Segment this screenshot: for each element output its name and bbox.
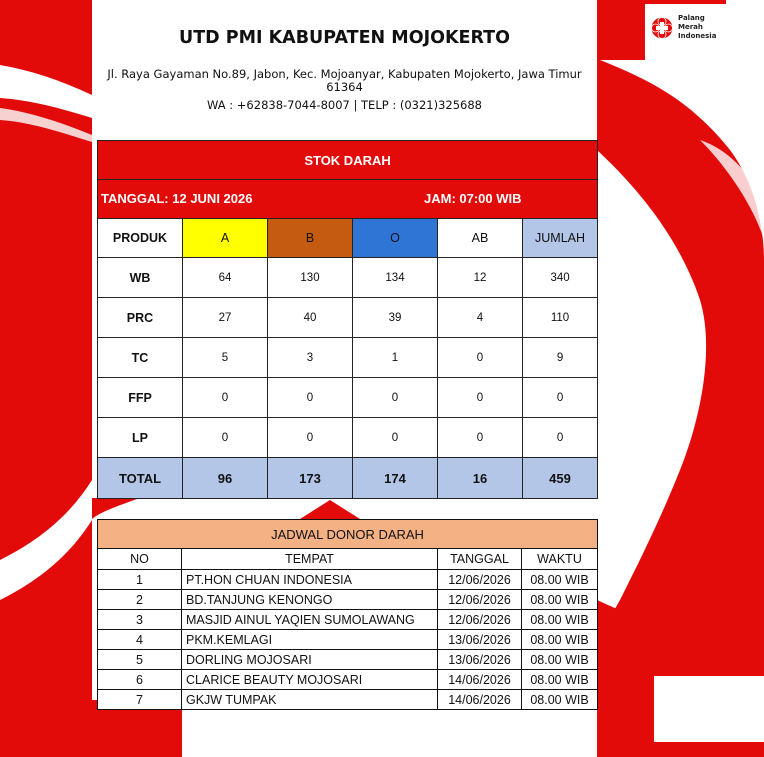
stock-date: TANGGAL: 12 JUNI 2026	[101, 191, 253, 206]
schedule-title: JADWAL DONOR DARAH	[98, 520, 598, 549]
stock-jumlah: 9	[523, 338, 598, 378]
total-ab: 16	[438, 458, 523, 499]
stock-jumlah: 0	[523, 378, 598, 418]
row-no: 6	[98, 670, 182, 690]
stock-o: 0	[353, 378, 438, 418]
logo-line: Merah	[678, 23, 703, 31]
table-row	[98, 338, 598, 378]
row-waktu: 08.00 WIB	[522, 670, 598, 690]
product-name: FFP	[98, 378, 183, 418]
total-o: 174	[353, 458, 438, 499]
stock-time: JAM: 07:00 WIB	[424, 191, 522, 206]
table-row	[98, 670, 598, 690]
row-tanggal: 12/06/2026	[438, 570, 522, 590]
stock-a: 64	[183, 258, 268, 298]
table-row	[98, 690, 598, 710]
row-no: 4	[98, 630, 182, 650]
product-name: LP	[98, 418, 183, 458]
row-tempat: DORLING MOJOSARI	[182, 650, 438, 670]
row-tempat: PKM.KEMLAGI	[182, 630, 438, 650]
table-row	[98, 258, 598, 298]
logo-line: Palang	[678, 14, 705, 22]
row-tempat: MASJID AINUL YAQIEN SUMOLAWANG	[182, 610, 438, 630]
logo-text	[678, 14, 716, 41]
row-waktu: 08.00 WIB	[522, 650, 598, 670]
table-row	[98, 610, 598, 630]
stock-ab: 4	[438, 298, 523, 338]
header-tempat: TEMPAT	[182, 549, 438, 570]
stock-ab: 0	[438, 378, 523, 418]
row-no: 1	[98, 570, 182, 590]
table-row	[98, 298, 598, 338]
header-no: NO	[98, 549, 182, 570]
stock-a: 0	[183, 378, 268, 418]
product-name: PRC	[98, 298, 183, 338]
header-a: A	[183, 219, 268, 258]
page-title: UTD PMI KABUPATEN MOJOKERTO	[179, 28, 510, 48]
row-no: 7	[98, 690, 182, 710]
stock-o: 134	[353, 258, 438, 298]
row-tanggal: 12/06/2026	[438, 610, 522, 630]
total-label: TOTAL	[98, 458, 183, 499]
row-tanggal: 13/06/2026	[438, 650, 522, 670]
stock-b: 130	[268, 258, 353, 298]
total-jumlah: 459	[523, 458, 598, 499]
row-waktu: 08.00 WIB	[522, 690, 598, 710]
header-tanggal: TANGGAL	[438, 549, 522, 570]
row-no: 5	[98, 650, 182, 670]
stock-a: 27	[183, 298, 268, 338]
table-row	[98, 630, 598, 650]
stock-title: STOK DARAH	[98, 141, 598, 180]
stock-a: 5	[183, 338, 268, 378]
donor-schedule-table	[97, 519, 598, 710]
row-tanggal: 13/06/2026	[438, 630, 522, 650]
stock-b: 0	[268, 378, 353, 418]
stock-jumlah: 110	[523, 298, 598, 338]
total-a: 96	[183, 458, 268, 499]
table-row	[98, 590, 598, 610]
stock-a: 0	[183, 418, 268, 458]
header-o: O	[353, 219, 438, 258]
row-waktu: 08.00 WIB	[522, 570, 598, 590]
table-row	[98, 650, 598, 670]
address-text: Jl. Raya Gayaman No.89, Jabon, Kec. Mojoanyar, Kabupaten Mojokerto, Jawa Timur 61364	[107, 67, 582, 94]
stock-b: 40	[268, 298, 353, 338]
row-waktu: 08.00 WIB	[522, 590, 598, 610]
stock-jumlah: 340	[523, 258, 598, 298]
total-row	[98, 458, 598, 499]
row-no: 2	[98, 590, 182, 610]
row-tempat: GKJW TUMPAK	[182, 690, 438, 710]
header-b: B	[268, 219, 353, 258]
stock-o: 1	[353, 338, 438, 378]
row-waktu: 08.00 WIB	[522, 630, 598, 650]
total-b: 173	[268, 458, 353, 499]
stock-o: 39	[353, 298, 438, 338]
pmi-logo	[645, 4, 726, 61]
table-row	[98, 570, 598, 590]
row-waktu: 08.00 WIB	[522, 610, 598, 630]
stock-jumlah: 0	[523, 418, 598, 458]
table-row	[98, 378, 598, 418]
stock-b: 3	[268, 338, 353, 378]
header-waktu: WAKTU	[522, 549, 598, 570]
row-tempat: CLARICE BEAUTY MOJOSARI	[182, 670, 438, 690]
header-ab: AB	[438, 219, 523, 258]
stock-o: 0	[353, 418, 438, 458]
table-row	[98, 418, 598, 458]
stock-b: 0	[268, 418, 353, 458]
header-jumlah: JUMLAH	[523, 219, 598, 258]
blood-stock-table	[97, 140, 598, 499]
header-card	[92, 4, 597, 137]
stock-ab: 0	[438, 418, 523, 458]
product-name: TC	[98, 338, 183, 378]
logo-line: Indonesia	[678, 32, 717, 40]
stock-date-row	[98, 180, 598, 219]
row-tanggal: 14/06/2026	[438, 690, 522, 710]
stock-ab: 0	[438, 338, 523, 378]
header-produk: PRODUK	[98, 219, 183, 258]
row-tanggal: 12/06/2026	[438, 590, 522, 610]
row-tanggal: 14/06/2026	[438, 670, 522, 690]
row-tempat: BD.TANJUNG KENONGO	[182, 590, 438, 610]
row-tempat: PT.HON CHUAN INDONESIA	[182, 570, 438, 590]
row-no: 3	[98, 610, 182, 630]
red-cross-flower-icon	[651, 17, 673, 39]
product-name: WB	[98, 258, 183, 298]
stock-ab: 12	[438, 258, 523, 298]
contact-text: WA : +62838-7044-8007 | TELP : (0321)325688	[207, 98, 482, 112]
